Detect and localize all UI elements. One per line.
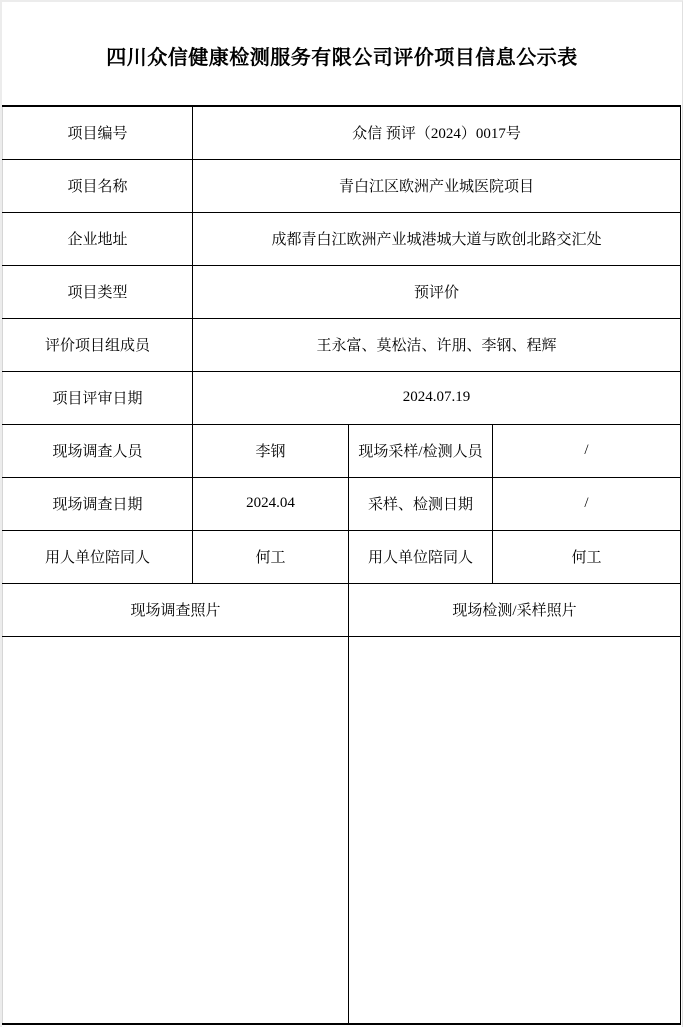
label-project-name: 项目名称 [3, 159, 193, 212]
table-row-project-name [3, 159, 681, 212]
value-company-address: 成都青白江欧洲产业城港城大道与欧创北路交汇处 [193, 212, 681, 265]
label-company-address: 企业地址 [3, 212, 193, 265]
table-row-photo-cells [3, 636, 681, 1024]
label-employer-escort-left: 用人单位陪同人 [3, 530, 193, 583]
value-sampling-personnel: / [493, 424, 681, 477]
survey-photos-cell [3, 636, 349, 1024]
survey-photos-header: 现场调查照片 [3, 583, 349, 636]
value-project-number: 众信 预评（2024）0017号 [193, 106, 681, 159]
label-sampling-personnel: 现场采样/检测人员 [349, 424, 493, 477]
label-review-date: 项目评审日期 [3, 371, 193, 424]
info-table [2, 105, 681, 1025]
sampling-photos-header: 现场检测/采样照片 [349, 583, 681, 636]
label-survey-date: 现场调查日期 [3, 477, 193, 530]
value-project-type: 预评价 [193, 265, 681, 318]
table-row-employer-escort [3, 530, 681, 583]
table-row-photo-headers [3, 583, 681, 636]
value-employer-escort-left: 何工 [193, 530, 349, 583]
table-row-survey-date [3, 477, 681, 530]
value-evaluation-team: 王永富、莫松洁、许朋、李钢、程辉 [193, 318, 681, 371]
label-project-type: 项目类型 [3, 265, 193, 318]
table-row-survey-personnel [3, 424, 681, 477]
page-title: 四川众信健康检测服务有限公司评价项目信息公示表 [106, 47, 578, 69]
value-project-name: 青白江区欧洲产业城医院项目 [193, 159, 681, 212]
label-survey-personnel: 现场调查人员 [3, 424, 193, 477]
sampling-photos-cell [349, 636, 681, 1024]
value-sampling-date: / [493, 477, 681, 530]
table-row-project-number [3, 106, 681, 159]
value-employer-escort-right: 何工 [493, 530, 681, 583]
table-row-company-address [3, 212, 681, 265]
label-project-number: 项目编号 [3, 106, 193, 159]
value-survey-personnel: 李钢 [193, 424, 349, 477]
label-employer-escort-right: 用人单位陪同人 [349, 530, 493, 583]
value-review-date: 2024.07.19 [193, 371, 681, 424]
label-evaluation-team: 评价项目组成员 [3, 318, 193, 371]
label-sampling-date: 采样、检测日期 [349, 477, 493, 530]
table-row-evaluation-team [3, 318, 681, 371]
table-row-project-type [3, 265, 681, 318]
table-row-review-date [3, 371, 681, 424]
value-survey-date: 2024.04 [193, 477, 349, 530]
